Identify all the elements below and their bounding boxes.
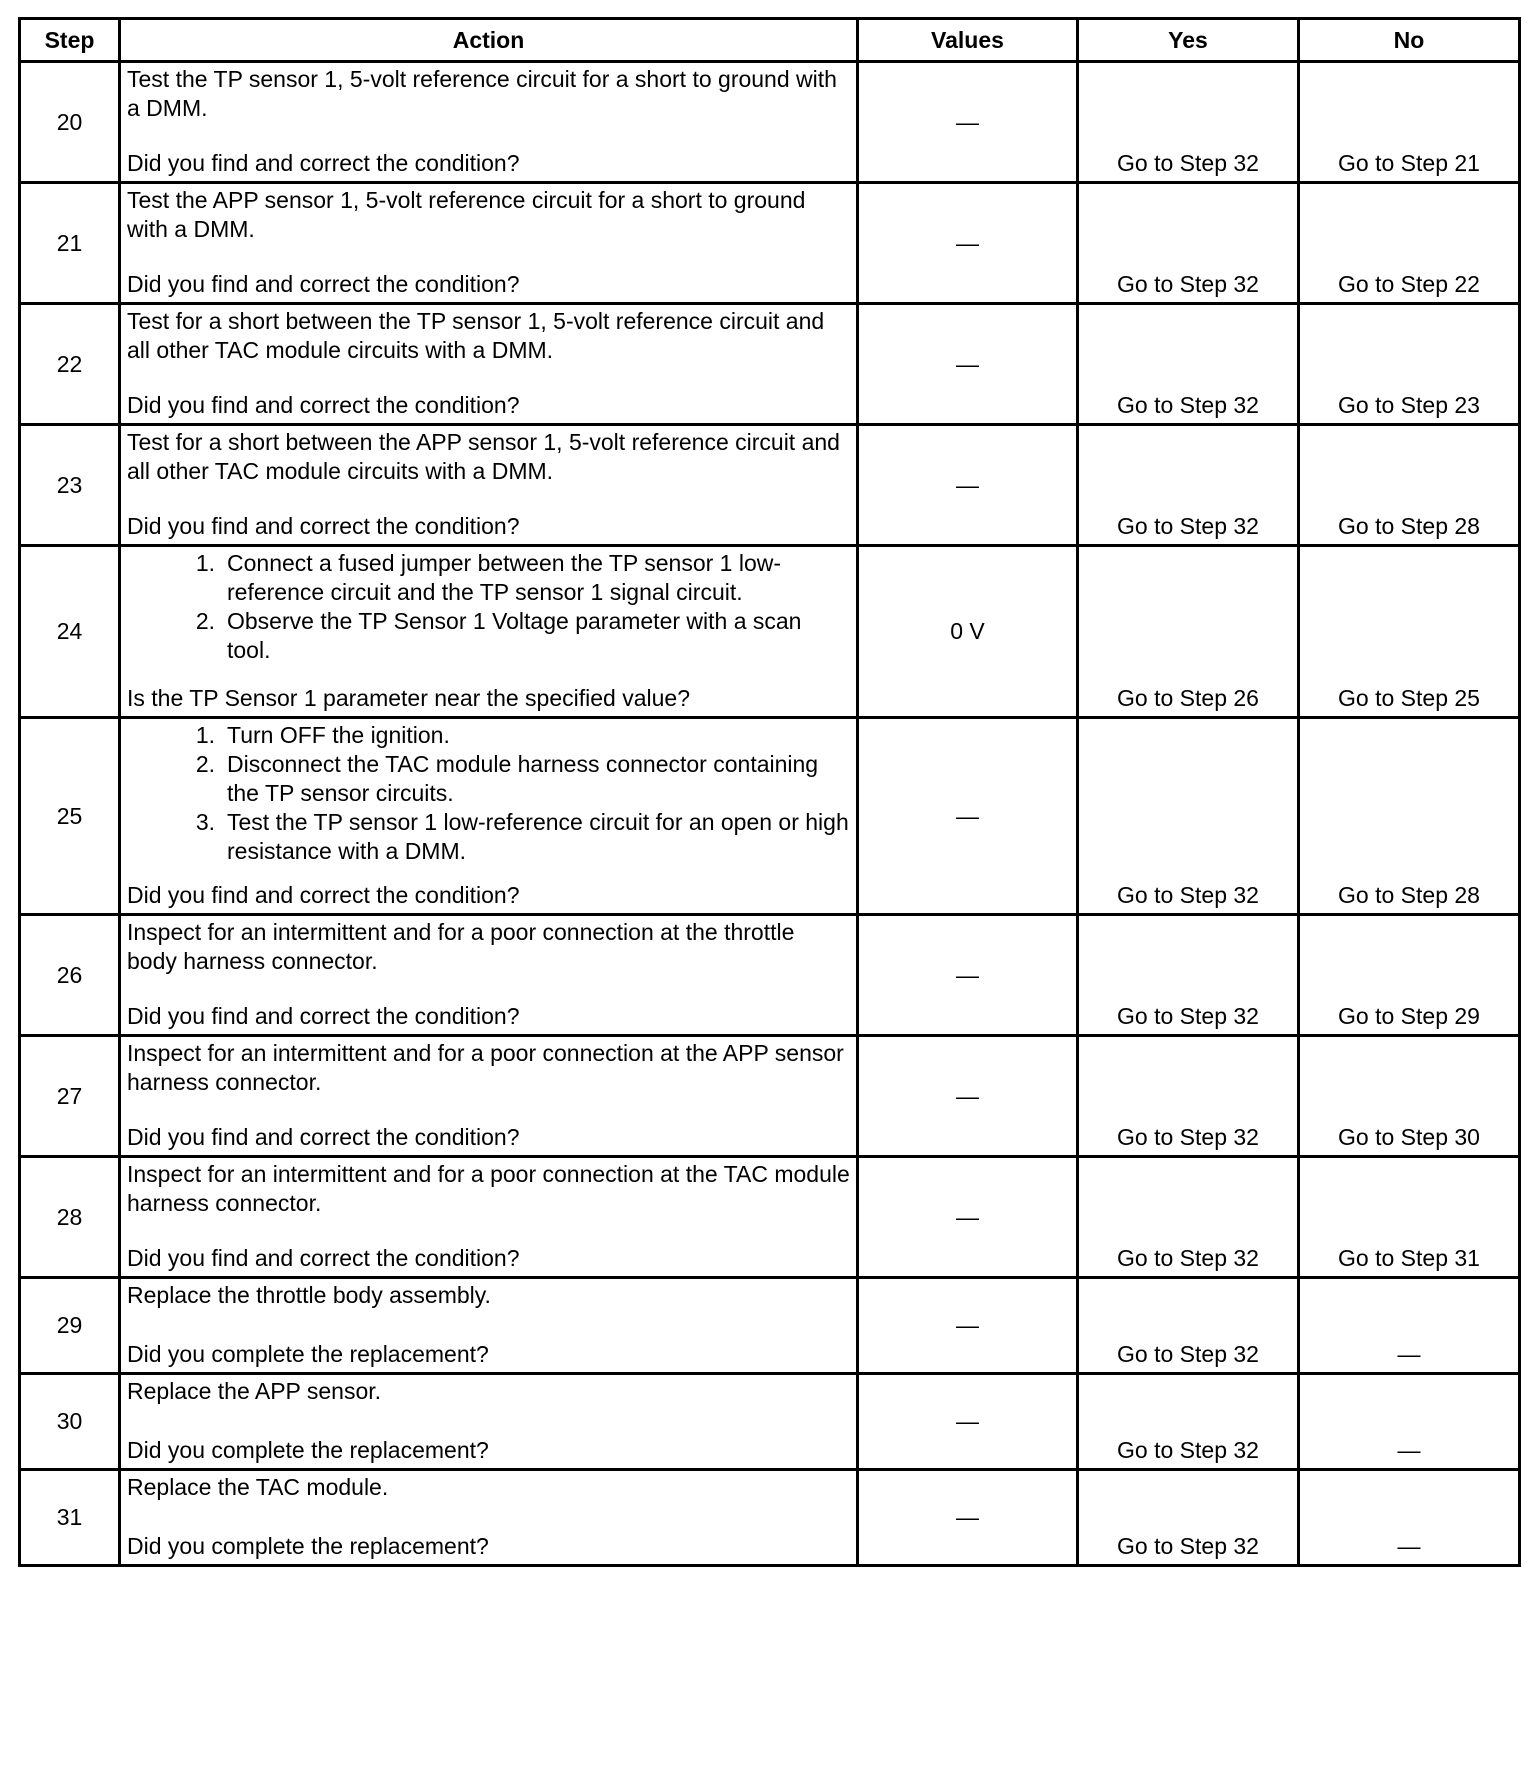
values-cell: — <box>858 1157 1078 1278</box>
table-row <box>20 546 1520 718</box>
table-row <box>20 1470 1520 1566</box>
table-row <box>20 1278 1520 1374</box>
action-question: Did you find and correct the condition? <box>127 392 520 418</box>
step-number: 21 <box>20 183 120 304</box>
values-cell: — <box>858 915 1078 1036</box>
no-cell: — <box>1299 1374 1520 1470</box>
yes-cell: Go to Step 32 <box>1078 1470 1299 1566</box>
yes-cell: Go to Step 32 <box>1078 183 1299 304</box>
yes-cell: Go to Step 26 <box>1078 546 1299 718</box>
table-row <box>20 304 1520 425</box>
action-cell <box>120 1278 858 1374</box>
action-text: Inspect for an intermittent and for a poor connection at the throttle body harness connector. <box>127 919 795 974</box>
action-step-text: Disconnect the TAC module harness connector containing the TP sensor circuits. <box>227 751 819 806</box>
yes-cell: Go to Step 32 <box>1078 62 1299 183</box>
action-cell <box>120 183 858 304</box>
action-cell <box>120 425 858 546</box>
step-number: 20 <box>20 62 120 183</box>
yes-cell: Go to Step 32 <box>1078 425 1299 546</box>
action-text: Replace the APP sensor. <box>127 1378 382 1404</box>
table-row <box>20 62 1520 183</box>
table-row <box>20 183 1520 304</box>
yes-cell: Go to Step 32 <box>1078 718 1299 915</box>
yes-cell: Go to Step 32 <box>1078 1036 1299 1157</box>
action-cell <box>120 304 858 425</box>
no-cell: — <box>1299 1278 1520 1374</box>
action-question: Did you find and correct the condition? <box>127 1003 520 1029</box>
action-step-text: Connect a fused jumper between the TP sensor 1 low-reference circuit and the TP sensor 1 signal circuit. <box>227 550 782 605</box>
no-cell: Go to Step 28 <box>1299 425 1520 546</box>
action-cell <box>120 62 858 183</box>
yes-cell: Go to Step 32 <box>1078 1157 1299 1278</box>
action-text: Test the TP sensor 1, 5-volt reference circuit for a short to ground with a DMM. <box>127 66 837 121</box>
action-content <box>127 1281 850 1369</box>
action-content <box>127 1160 850 1273</box>
action-content <box>127 549 850 713</box>
step-number: 30 <box>20 1374 120 1470</box>
table-row <box>20 1036 1520 1157</box>
action-step-number: 1. <box>195 722 215 748</box>
step-number: 28 <box>20 1157 120 1278</box>
action-step-item <box>127 808 850 866</box>
no-cell: Go to Step 23 <box>1299 304 1520 425</box>
step-number: 27 <box>20 1036 120 1157</box>
yes-cell: Go to Step 32 <box>1078 915 1299 1036</box>
action-step-number: 2. <box>195 608 215 634</box>
action-cell <box>120 1374 858 1470</box>
no-cell: Go to Step 28 <box>1299 718 1520 915</box>
action-text: Test for a short between the APP sensor 1, 5-volt reference circuit and all other TAC module circuits with a DMM. <box>127 429 840 484</box>
yes-cell: Go to Step 32 <box>1078 1374 1299 1470</box>
values-cell: 0 V <box>858 546 1078 718</box>
action-cell <box>120 915 858 1036</box>
step-number: 29 <box>20 1278 120 1374</box>
no-cell: Go to Step 30 <box>1299 1036 1520 1157</box>
action-step-number: 3. <box>195 809 215 835</box>
values-cell: — <box>858 183 1078 304</box>
action-step-item <box>127 607 850 665</box>
action-content <box>127 186 850 299</box>
step-number: 25 <box>20 718 120 915</box>
no-cell: Go to Step 29 <box>1299 915 1520 1036</box>
header-no: No <box>1299 19 1520 62</box>
action-cell <box>120 1470 858 1566</box>
action-steps-list <box>127 721 850 866</box>
header-yes: Yes <box>1078 19 1299 62</box>
action-question: Did you complete the replacement? <box>127 1533 489 1559</box>
action-text: Test for a short between the TP sensor 1, 5-volt reference circuit and all other TAC module circuits with a DMM. <box>127 308 825 363</box>
no-cell: Go to Step 21 <box>1299 62 1520 183</box>
values-cell: — <box>858 1470 1078 1566</box>
table-row <box>20 425 1520 546</box>
action-content <box>127 721 850 910</box>
action-content <box>127 1377 850 1465</box>
action-content <box>127 1039 850 1152</box>
action-step-item <box>127 750 850 808</box>
header-values: Values <box>858 19 1078 62</box>
step-number: 31 <box>20 1470 120 1566</box>
values-cell: — <box>858 1278 1078 1374</box>
action-steps-list <box>127 549 850 665</box>
action-step-item <box>127 721 850 750</box>
action-question: Did you find and correct the condition? <box>127 1124 520 1150</box>
action-text: Replace the throttle body assembly. <box>127 1282 491 1308</box>
yes-cell: Go to Step 32 <box>1078 304 1299 425</box>
action-step-number: 2. <box>195 751 215 777</box>
action-content <box>127 428 850 541</box>
values-cell: — <box>858 1036 1078 1157</box>
action-step-number: 1. <box>195 550 215 576</box>
header-step: Step <box>20 19 120 62</box>
action-step-text: Test the TP sensor 1 low-reference circuit for an open or high resistance with a DMM. <box>227 809 849 864</box>
table-row <box>20 718 1520 915</box>
action-content <box>127 65 850 178</box>
values-cell: — <box>858 304 1078 425</box>
values-cell: — <box>858 718 1078 915</box>
yes-cell: Go to Step 32 <box>1078 1278 1299 1374</box>
step-number: 26 <box>20 915 120 1036</box>
action-question: Did you find and correct the condition? <box>127 150 520 176</box>
values-cell: — <box>858 425 1078 546</box>
step-number: 22 <box>20 304 120 425</box>
header-row <box>20 19 1520 62</box>
values-cell: — <box>858 1374 1078 1470</box>
no-cell: Go to Step 25 <box>1299 546 1520 718</box>
action-cell <box>120 1036 858 1157</box>
no-cell: Go to Step 31 <box>1299 1157 1520 1278</box>
action-content <box>127 307 850 420</box>
action-question: Did you find and correct the condition? <box>127 882 520 908</box>
action-text: Inspect for an intermittent and for a poor connection at the APP sensor harness connector. <box>127 1040 844 1095</box>
action-cell <box>120 546 858 718</box>
action-content <box>127 918 850 1031</box>
action-content <box>127 1473 850 1561</box>
table-row <box>20 1374 1520 1470</box>
table-row <box>20 1157 1520 1278</box>
action-question: Did you find and correct the condition? <box>127 1245 520 1271</box>
table-body <box>20 62 1520 1566</box>
no-cell: — <box>1299 1470 1520 1566</box>
step-number: 24 <box>20 546 120 718</box>
action-step-text: Turn OFF the ignition. <box>227 722 450 748</box>
action-question: Did you complete the replacement? <box>127 1437 489 1463</box>
diagnostic-table <box>18 17 1521 1567</box>
action-text: Replace the TAC module. <box>127 1474 389 1500</box>
action-text: Test the APP sensor 1, 5-volt reference circuit for a short to ground with a DMM. <box>127 187 806 242</box>
action-question: Is the TP Sensor 1 parameter near the specified value? <box>127 685 690 711</box>
action-question: Did you find and correct the condition? <box>127 513 520 539</box>
table-row <box>20 915 1520 1036</box>
values-cell: — <box>858 62 1078 183</box>
no-cell: Go to Step 22 <box>1299 183 1520 304</box>
action-text: Inspect for an intermittent and for a poor connection at the TAC module harness connector. <box>127 1161 850 1216</box>
action-cell <box>120 718 858 915</box>
step-number: 23 <box>20 425 120 546</box>
action-cell <box>120 1157 858 1278</box>
header-action: Action <box>120 19 858 62</box>
action-step-item <box>127 549 850 607</box>
action-question: Did you complete the replacement? <box>127 1341 489 1367</box>
action-step-text: Observe the TP Sensor 1 Voltage parameter with a scan tool. <box>227 608 802 663</box>
action-question: Did you find and correct the condition? <box>127 271 520 297</box>
